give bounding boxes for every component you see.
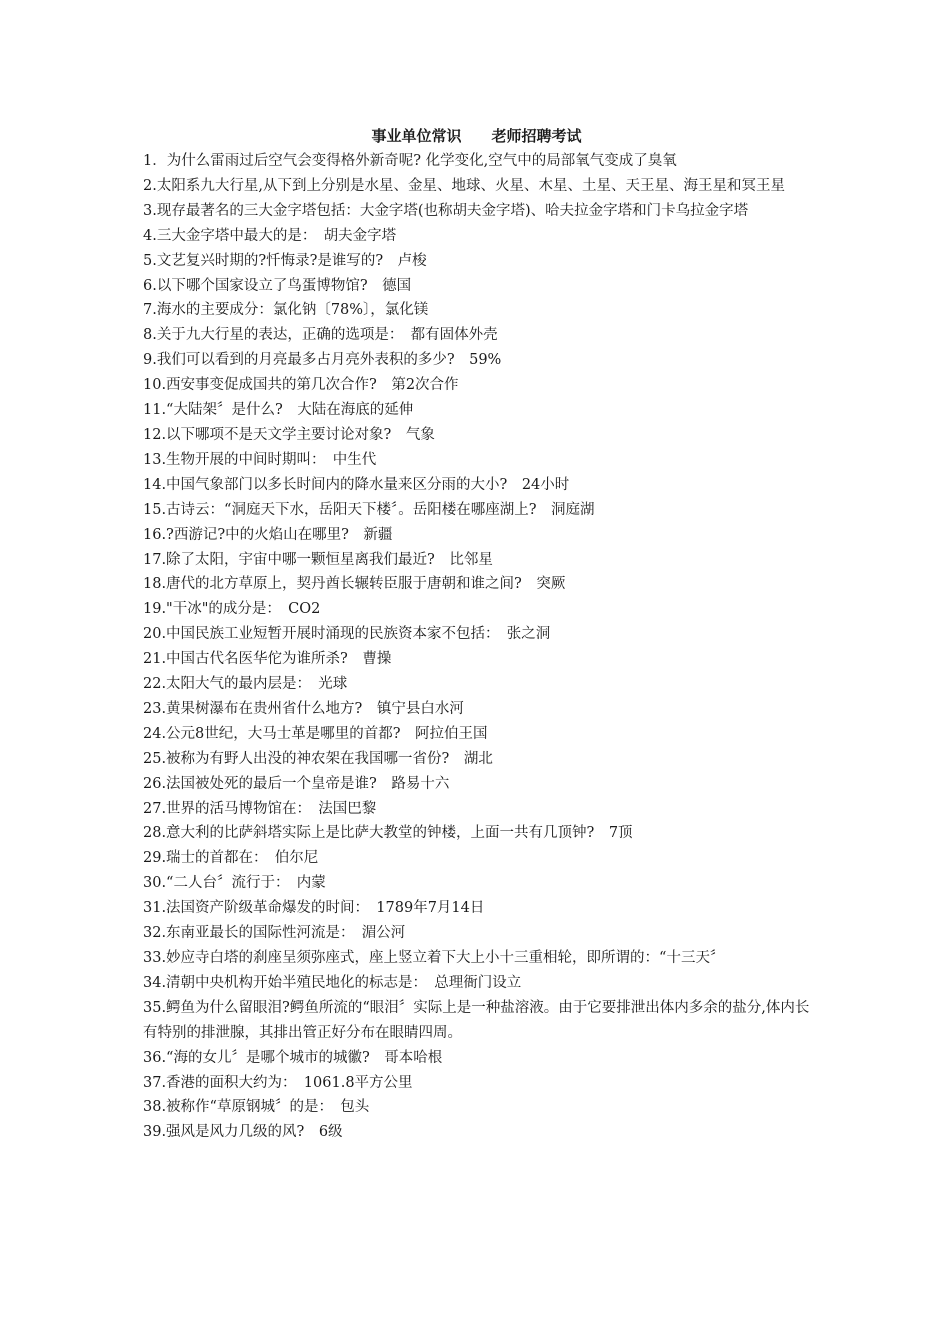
question-item: 8.关于九大行星的表达，正确的选项是： 都有固体外壳 (143, 327, 498, 344)
question-item: 10.西安事变促成国共的第几次合作? 第2次合作 (143, 377, 459, 394)
question-item: 15.古诗云：“洞庭天下水，岳阳天下楼〞。岳阳楼在哪座湖上? 洞庭湖 (143, 501, 595, 518)
question-item: 29.瑞士的首都在： 伯尔尼 (143, 850, 319, 867)
question-item: 23.黄果树瀑布在贵州省什么地方? 镇宁县白水河 (143, 700, 464, 717)
question-item: 28.意大利的比萨斜塔实际上是比萨大教堂的钟楼，上面一共有几顶钟? 7顶 (143, 825, 633, 842)
question-item: 33.妙应寺白塔的刹座呈须弥座式，座上竖立着下大上小十三重相轮，即所谓的：“十三天〞 (143, 950, 725, 966)
question-item: 19."干冰"的成分是： CO2 (143, 601, 321, 618)
question-item: 25.被称为有野人出没的神农架在我国哪一省份? 湖北 (143, 750, 493, 767)
question-item: 5.文艺复兴时期的?忏悔录?是谁写的? 卢梭 (143, 252, 427, 269)
question-item: 32.东南亚最长的国际性河流是： 湄公河 (143, 925, 406, 942)
question-item: 34.清朝中央机构开始半殖民地化的标志是： 总理衙门设立 (143, 974, 522, 991)
question-item: 16.?西游记?中的火焰山在哪里? 新疆 (143, 526, 393, 543)
question-item: 36.“海的女儿〞是哪个城市的城徽? 哥本哈根 (143, 1049, 443, 1066)
question-item: 4.三大金字塔中最大的是： 胡夫金字塔 (143, 227, 397, 244)
question-item: 18.唐代的北方草原上，契丹酋长辗转臣服于唐朝和谁之间? 突厥 (143, 576, 566, 593)
question-item: 37.香港的面积大约为： 1061.8平方公里 (143, 1074, 413, 1091)
question-item: 26.法国被处死的最后一个皇帝是谁? 路易十六 (143, 775, 450, 792)
question-item: 30.“二人台〞流行于： 内蒙 (143, 875, 326, 892)
question-item: 2.太阳系九大行星,从下到上分别是水星、金星、地球、火星、木星、土星、天王星、海王星和冥王星 (143, 177, 785, 194)
question-item: 12.以下哪项不是天文学主要讨论对象? 气象 (143, 426, 435, 443)
question-item: 31.法国资产阶级革命爆发的时间： 1789年7月14日 (143, 900, 485, 917)
question-item: 38.被称作“草原钢城〞的是： 包头 (143, 1099, 370, 1116)
question-item: 1．为什么雷雨过后空气会变得格外新奇呢? 化学变化,空气中的局部氧气变成了臭氧 (143, 153, 677, 169)
question-item: 9.我们可以看到的月亮最多占月亮外表积的多少? 59% (143, 352, 502, 369)
document-body (143, 124, 810, 1145)
question-item: 13.生物开展的中间时期叫： 中生代 (143, 451, 377, 468)
question-item: 39.强风是风力几级的风? 6级 (143, 1124, 343, 1141)
question-item: 7.海水的主要成分：氯化钠〔78%〕，氯化镁 (143, 302, 429, 319)
question-item: 21.中国古代名医华佗为谁所杀? 曹操 (143, 651, 392, 668)
question-item: 35.鳄鱼为什么留眼泪?鳄鱼所流的“眼泪〞实际上是一种盐溶液。由于它要排泄出体内多余的盐分,体内长有特别的排泄腺，其排出管正好分布在眼睛四周。 (143, 999, 810, 1041)
question-item: 17.除了太阳，宇宙中哪一颗恒星离我们最近? 比邻星 (143, 551, 493, 568)
question-item: 11.“大陆架〞是什么? 大陆在海底的延伸 (143, 402, 414, 419)
question-list (143, 149, 810, 1145)
question-item: 24.公元8世纪，大马士革是哪里的首都? 阿拉伯王国 (143, 725, 488, 742)
question-item: 20.中国民族工业短暂开展时涌现的民族资本家不包括： 张之洞 (143, 626, 551, 643)
question-item: 27.世界的活马博物馆在： 法国巴黎 (143, 800, 377, 817)
document-title: 事业单位常识 老师招聘考试 (371, 127, 582, 145)
question-item: 3.现存最著名的三大金字塔包括：大金字塔(也称胡夫金字塔)、哈夫拉金字塔和门卡乌拉金字塔 (143, 202, 749, 219)
question-item: 6.以下哪个国家设立了鸟蛋博物馆? 德国 (143, 277, 412, 294)
question-item: 22.太阳大气的最内层是： 光球 (143, 676, 348, 693)
question-item: 14.中国气象部门以多长时间内的降水量来区分雨的大小? 24小时 (143, 476, 570, 493)
